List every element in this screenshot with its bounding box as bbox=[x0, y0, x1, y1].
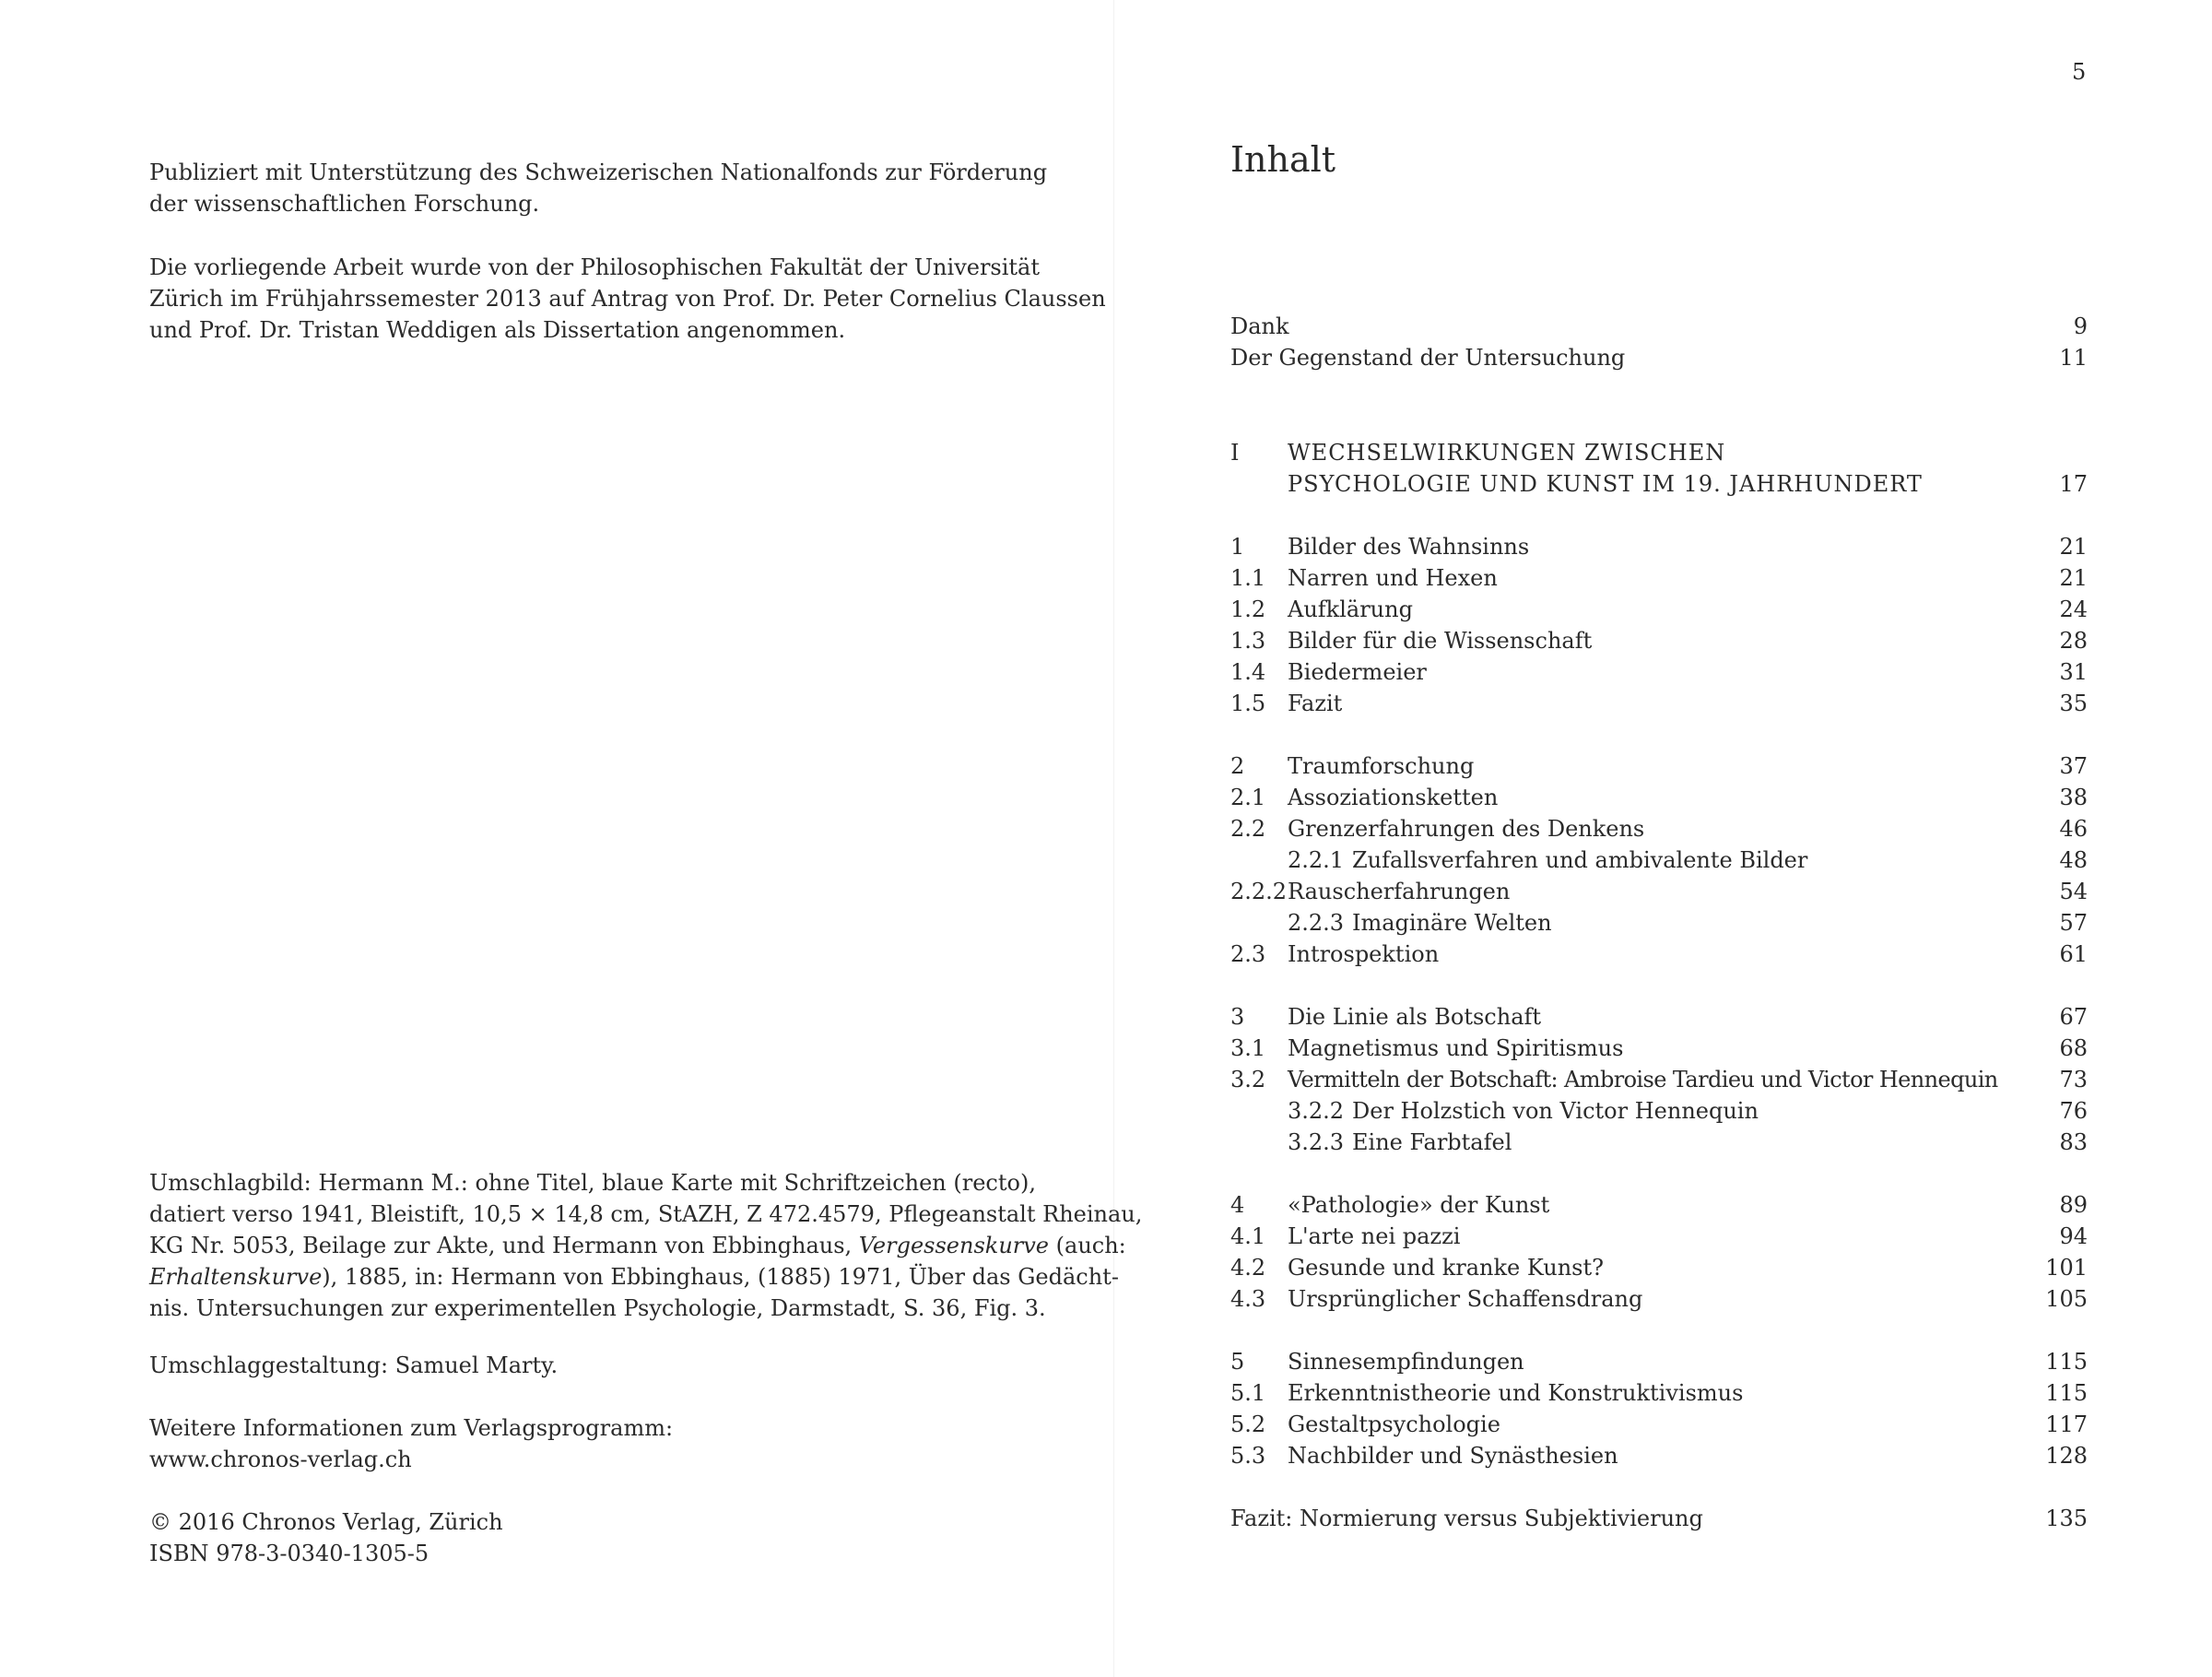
isbn-line: ISBN 978-3-0340-1305-5 bbox=[149, 1541, 429, 1566]
toc-entry-page: 28 bbox=[2059, 628, 2088, 654]
toc-entry-number: 3.2 bbox=[1230, 1067, 1266, 1092]
publisher-info-line: Weitere Informationen zum Verlagsprogramm: bbox=[149, 1415, 674, 1441]
toc-entry-title: Nachbilder und Synästhesien bbox=[1288, 1443, 1618, 1469]
toc-entry-title: Sinnesempfindungen bbox=[1288, 1349, 1524, 1375]
toc-entry-number: 1.1 bbox=[1230, 565, 1266, 591]
toc-entry[interactable] bbox=[1230, 1189, 2088, 1221]
toc-entry-page: 128 bbox=[2045, 1443, 2088, 1469]
funding-note bbox=[149, 157, 1047, 219]
cover-credit-title: Vergessenskurve bbox=[858, 1233, 1050, 1258]
toc-entry[interactable] bbox=[1230, 1440, 2088, 1471]
toc-entry-page: 135 bbox=[2045, 1506, 2088, 1531]
copyright-block bbox=[149, 1506, 503, 1569]
toc-entry-number: 1.4 bbox=[1230, 659, 1266, 685]
cover-credit-title: Erhaltenskurve bbox=[149, 1264, 323, 1290]
dissertation-line: Die vorliegende Arbeit wurde von der Philosophischen Fakultät der Universität bbox=[149, 254, 1041, 280]
toc-entry-title: Magnetismus und Spiritismus bbox=[1288, 1035, 1624, 1061]
toc-entry[interactable] bbox=[1230, 1252, 2088, 1283]
book-gutter bbox=[1113, 0, 1114, 1677]
toc-entry-number: 3 bbox=[1230, 1004, 1245, 1030]
toc-entry-title: Ursprünglicher Schaffensdrang bbox=[1288, 1286, 1643, 1312]
toc-entry[interactable] bbox=[1230, 311, 2088, 342]
funding-line: der wissenschaftlichen Forschung. bbox=[149, 191, 540, 217]
toc-entry-number: 1.5 bbox=[1230, 691, 1266, 716]
toc-entry-page: 83 bbox=[2059, 1129, 2088, 1155]
toc-entry-page: 115 bbox=[2045, 1349, 2088, 1375]
dissertation-line: Zürich im Frühjahrssemester 2013 auf Antrag von Prof. Dr. Peter Cornelius Claussen bbox=[149, 286, 1106, 312]
toc-entry-title: Gestaltpsychologie bbox=[1288, 1411, 1500, 1437]
toc-entry-title: L'arte nei pazzi bbox=[1288, 1223, 1461, 1249]
toc-entry-number: 2.2 bbox=[1230, 816, 1266, 842]
toc-title: Inhalt bbox=[1230, 139, 1336, 180]
toc-entry[interactable] bbox=[1230, 1283, 2088, 1315]
toc-entry[interactable] bbox=[1230, 1503, 2088, 1534]
toc-entry-title: Rauscherfahrungen bbox=[1288, 879, 1511, 904]
toc-entry-page: 21 bbox=[2059, 534, 2088, 560]
toc-entry-number: 5.1 bbox=[1230, 1380, 1266, 1406]
page-number: 5 bbox=[2072, 59, 2087, 85]
toc-entry-title: Narren und Hexen bbox=[1288, 565, 1498, 591]
toc-entry-page: 48 bbox=[2059, 847, 2088, 873]
toc-entry-title: Aufklärung bbox=[1288, 596, 1413, 622]
toc-entry-page: 46 bbox=[2059, 816, 2088, 842]
toc-entry[interactable] bbox=[1230, 1033, 2088, 1064]
toc-entry-title: Biedermeier bbox=[1288, 659, 1427, 685]
toc-entry-page: 101 bbox=[2045, 1255, 2088, 1281]
toc-entry-number: 2.1 bbox=[1230, 785, 1266, 810]
toc-entry-number: 4.3 bbox=[1230, 1286, 1266, 1312]
toc-entry-page: 57 bbox=[2059, 910, 2088, 936]
toc-entry-number: 2.2.2 bbox=[1230, 879, 1288, 904]
toc-entry-title: Bilder für die Wissenschaft bbox=[1288, 628, 1593, 654]
toc-entry-title: Dank bbox=[1230, 313, 1289, 339]
toc-entry-page: 38 bbox=[2059, 785, 2088, 810]
cover-image-credit bbox=[149, 1167, 1142, 1324]
toc-entry-page: 31 bbox=[2059, 659, 2088, 685]
toc-entry[interactable] bbox=[1230, 562, 2088, 594]
cover-credit-text: ), 1885, in: Hermann von Ebbinghaus, (1885) 1971, Über das Gedächt- bbox=[322, 1264, 1119, 1290]
toc-entry-number: 4 bbox=[1230, 1192, 1245, 1218]
toc-entry[interactable] bbox=[1230, 1001, 2088, 1033]
toc-entry-title: «Pathologie» der Kunst bbox=[1288, 1192, 1550, 1218]
toc-entry-page: 9 bbox=[2073, 313, 2088, 339]
toc-entry-title: Fazit bbox=[1288, 691, 1343, 716]
toc-entry-page: 24 bbox=[2059, 596, 2088, 622]
cover-credit-line: datiert verso 1941, Bleistift, 10,5 × 14,8 cm, StAZH, Z 472.4579, Pflegeanstalt Rheinau, bbox=[149, 1201, 1143, 1227]
toc-entry-title: Bilder des Wahnsinns bbox=[1288, 534, 1530, 560]
toc-entry[interactable] bbox=[1230, 1221, 2088, 1252]
toc-entry-number: 3.2.2 bbox=[1288, 1098, 1345, 1124]
toc-entry-number: 2.2.3 bbox=[1288, 910, 1345, 936]
toc-entry-title: Vermitteln der Botschaft: Ambroise Tardieu und Victor Hennequin bbox=[1288, 1067, 1998, 1092]
toc-entry[interactable] bbox=[1230, 688, 2088, 719]
publisher-url[interactable]: www.chronos-verlag.ch bbox=[149, 1447, 412, 1472]
toc-entry[interactable] bbox=[1230, 939, 2088, 970]
toc-entry-title: Zufallsverfahren und ambivalente Bilder bbox=[1352, 847, 1808, 873]
toc-entry[interactable] bbox=[1230, 844, 2088, 876]
toc-entry-number: 2 bbox=[1230, 753, 1245, 779]
cover-credit-line bbox=[149, 1230, 1142, 1261]
toc-entry-title: PSYCHOLOGIE UND KUNST IM 19. JAHRHUNDERT bbox=[1288, 471, 1923, 497]
funding-line: Publiziert mit Unterstützung des Schweizerischen Nationalfonds zur Förderung bbox=[149, 159, 1048, 185]
toc-entry-number: 1 bbox=[1230, 534, 1245, 560]
toc-entry-title: Erkenntnistheorie und Konstruktivismus bbox=[1288, 1380, 1744, 1406]
toc-entry[interactable] bbox=[1230, 782, 2088, 813]
toc-entry-page: 68 bbox=[2059, 1035, 2088, 1061]
toc-entry[interactable] bbox=[1230, 1377, 2088, 1409]
toc-entry-page: 117 bbox=[2045, 1411, 2088, 1437]
cover-design-credit bbox=[149, 1350, 558, 1381]
toc-entry-title: Der Holzstich von Victor Hennequin bbox=[1352, 1098, 1759, 1124]
toc-entry-title: Die Linie als Botschaft bbox=[1288, 1004, 1542, 1030]
toc-entry-number: 1.3 bbox=[1230, 628, 1266, 654]
toc-entry[interactable] bbox=[1230, 625, 2088, 656]
toc-entry-page: 73 bbox=[2059, 1067, 2088, 1092]
publisher-info bbox=[149, 1412, 673, 1475]
toc-entry-title: Imaginäre Welten bbox=[1352, 910, 1552, 936]
toc-entry[interactable] bbox=[1230, 594, 2088, 625]
toc-entry[interactable] bbox=[1230, 1095, 2088, 1127]
toc-entry[interactable] bbox=[1230, 876, 2088, 907]
dissertation-line: und Prof. Dr. Tristan Weddigen als Dissertation angenommen. bbox=[149, 317, 846, 343]
toc-entry-title: Assoziationsketten bbox=[1288, 785, 1499, 810]
toc-entry-number: 5.2 bbox=[1230, 1411, 1266, 1437]
cover-credit-text: (auch: bbox=[1049, 1233, 1126, 1258]
toc-entry-number: 5 bbox=[1230, 1349, 1245, 1375]
toc-entry[interactable] bbox=[1230, 813, 2088, 844]
toc-entry-title: Grenzerfahrungen des Denkens bbox=[1288, 816, 1645, 842]
toc-entry-number: 4.1 bbox=[1230, 1223, 1266, 1249]
toc-entry[interactable] bbox=[1230, 1409, 2088, 1440]
toc-entry-page: 54 bbox=[2059, 879, 2088, 904]
toc-entry-page: 89 bbox=[2059, 1192, 2088, 1218]
toc-entry-page: 105 bbox=[2045, 1286, 2088, 1312]
toc-entry-page: 94 bbox=[2059, 1223, 2088, 1249]
toc-entry[interactable] bbox=[1230, 342, 2088, 373]
cover-credit-line: Umschlagbild: Hermann M.: ohne Titel, blaue Karte mit Schriftzeichen (recto), bbox=[149, 1170, 1036, 1196]
toc-entry[interactable] bbox=[1230, 1346, 2088, 1377]
toc-entry-number: 1.2 bbox=[1230, 596, 1266, 622]
toc-entry-number: 3.2.3 bbox=[1288, 1129, 1345, 1155]
toc-entry[interactable] bbox=[1230, 531, 2088, 562]
toc-entry-title: Introspektion bbox=[1288, 941, 1440, 967]
toc-entry-page: 35 bbox=[2059, 691, 2088, 716]
toc-entry-page: 17 bbox=[2059, 471, 2088, 497]
toc-entry-number: 3.1 bbox=[1230, 1035, 1266, 1061]
toc-entry-page: 115 bbox=[2045, 1380, 2088, 1406]
toc-part-entry[interactable] bbox=[1230, 437, 2088, 468]
toc-entry-page: 67 bbox=[2059, 1004, 2088, 1030]
cover-design-line: Umschlaggestaltung: Samuel Marty. bbox=[149, 1352, 559, 1378]
toc-entry-page: 61 bbox=[2059, 941, 2088, 967]
toc-entry-number: I bbox=[1230, 440, 1240, 466]
toc-entry-number: 2.2.1 bbox=[1288, 847, 1345, 873]
toc-entry-title: WECHSELWIRKUNGEN ZWISCHEN bbox=[1288, 440, 1726, 466]
toc-entry-number: 2.3 bbox=[1230, 941, 1266, 967]
toc-entry[interactable] bbox=[1230, 907, 2088, 939]
toc-entry[interactable] bbox=[1230, 750, 2088, 782]
toc-entry-page: 11 bbox=[2059, 345, 2088, 371]
cover-credit-line: nis. Untersuchungen zur experimentellen Psychologie, Darmstadt, S. 36, Fig. 3. bbox=[149, 1295, 1046, 1321]
toc-entry-title: Gesunde und kranke Kunst? bbox=[1288, 1255, 1605, 1281]
toc-entry-page: 21 bbox=[2059, 565, 2088, 591]
toc-entry-page: 37 bbox=[2059, 753, 2088, 779]
toc-entry[interactable] bbox=[1230, 1064, 2088, 1095]
dissertation-note bbox=[149, 252, 1106, 346]
toc-entry-number: 5.3 bbox=[1230, 1443, 1266, 1469]
toc-entry[interactable] bbox=[1230, 656, 2088, 688]
cover-credit-text: KG Nr. 5053, Beilage zur Akte, und Hermann von Ebbinghaus, bbox=[149, 1233, 859, 1258]
copyright-line: © 2016 Chronos Verlag, Zürich bbox=[149, 1509, 503, 1535]
toc-entry-title: Fazit: Normierung versus Subjektivierung bbox=[1230, 1506, 1703, 1531]
toc-entry-title: Eine Farbtafel bbox=[1352, 1129, 1512, 1155]
toc-entry-title: Der Gegenstand der Untersuchung bbox=[1230, 345, 1626, 371]
toc-entry[interactable] bbox=[1230, 1127, 2088, 1158]
toc-part-entry[interactable] bbox=[1230, 468, 2088, 500]
cover-credit-line bbox=[149, 1261, 1142, 1293]
toc-entry-number: 4.2 bbox=[1230, 1255, 1266, 1281]
toc-entry-page: 76 bbox=[2059, 1098, 2088, 1124]
toc-entry-title: Traumforschung bbox=[1288, 753, 1475, 779]
